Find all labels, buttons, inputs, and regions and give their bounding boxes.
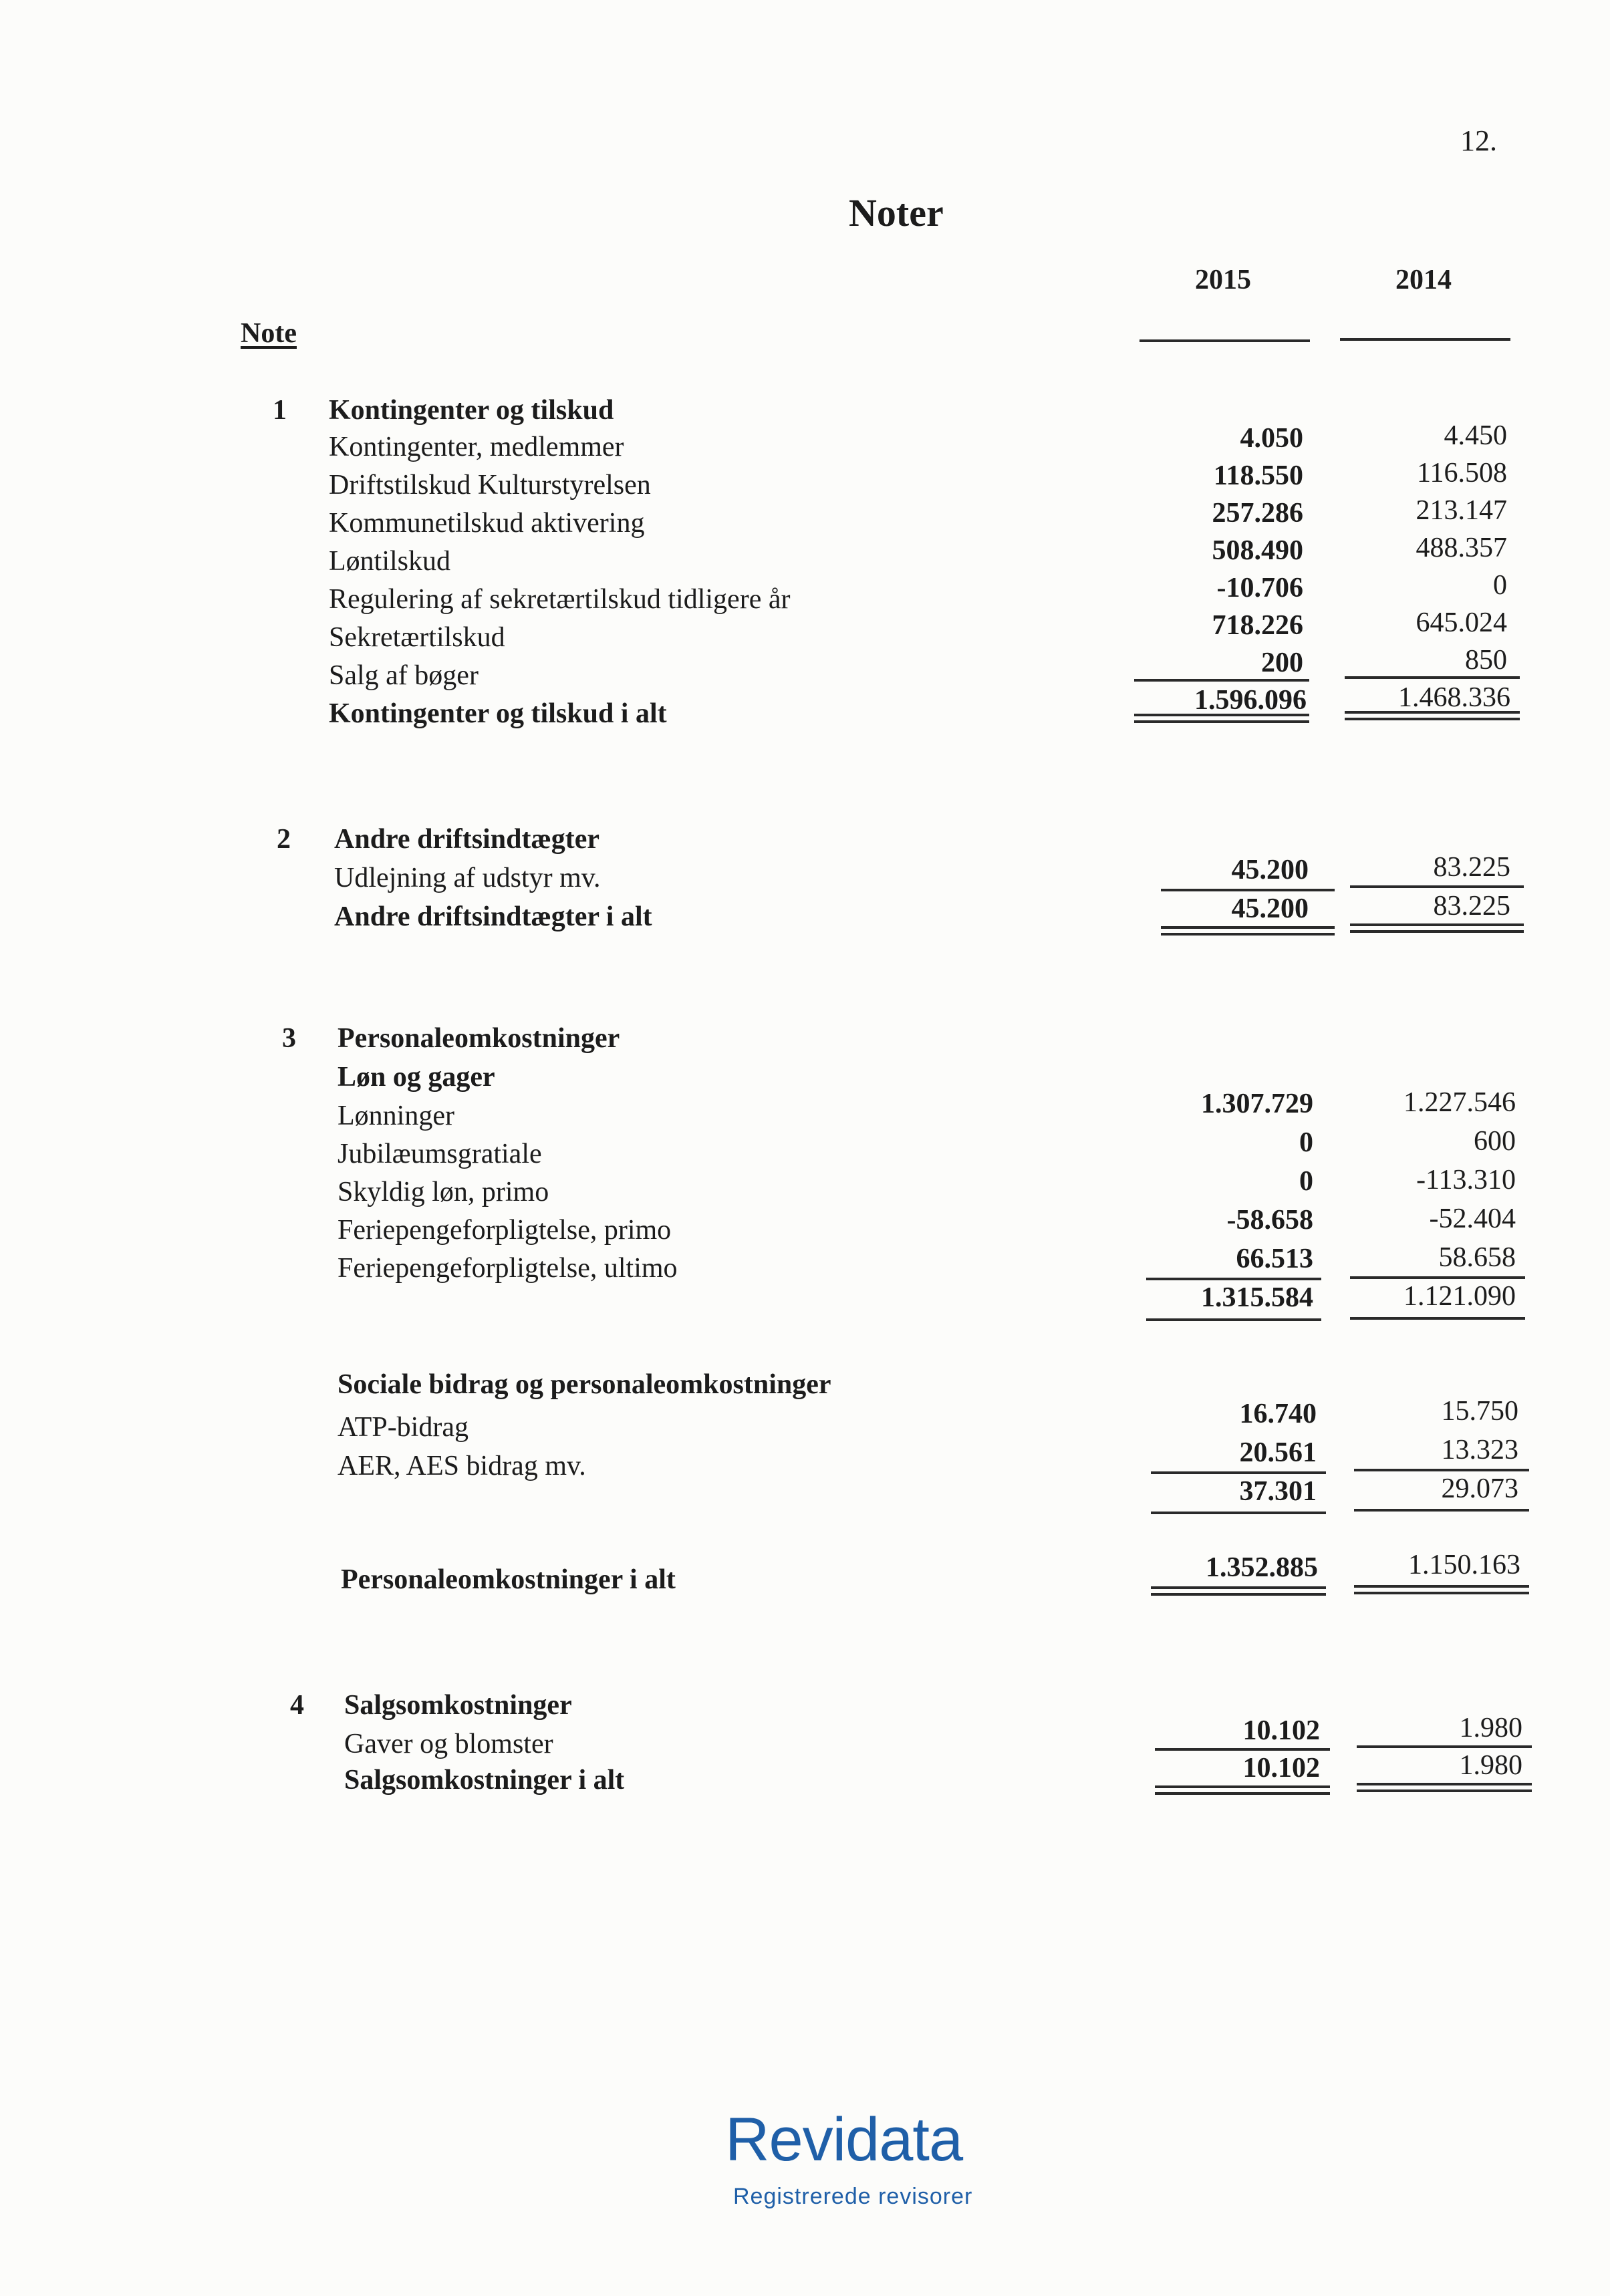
total-2014: 1.150.163 <box>1408 1550 1520 1580</box>
value-2014: 1.227.546 <box>1403 1087 1516 1118</box>
value-2015: 0 <box>1299 1127 1313 1158</box>
value-2014: 600 <box>1474 1126 1516 1157</box>
row-label: ATP-bidrag <box>338 1412 468 1443</box>
total-label: Personaleomkostninger i alt <box>341 1564 676 1595</box>
row-label: Kontingenter, medlemmer <box>329 432 624 462</box>
total-double-rule <box>1151 1586 1326 1596</box>
note-number: 2 <box>277 824 291 855</box>
subtotal-rule <box>1354 1469 1529 1471</box>
row-label: Kommunetilskud aktivering <box>329 508 645 539</box>
value-2014: 850 <box>1465 645 1507 676</box>
note-number: 1 <box>273 395 287 426</box>
subtotal-bottom-rule <box>1350 1317 1525 1320</box>
subtotal-bottom-rule <box>1146 1318 1321 1321</box>
subtotal-2014: 29.073 <box>1441 1473 1518 1504</box>
total-2014: 1.980 <box>1459 1750 1522 1781</box>
subsection-heading: Sociale bidrag og personaleomkostninger <box>338 1369 831 1400</box>
total-double-rule <box>1134 714 1309 723</box>
row-label: Jubilæumsgratiale <box>338 1139 542 1169</box>
value-2015: 0 <box>1299 1166 1313 1197</box>
total-2015: 1.352.885 <box>1206 1552 1318 1583</box>
row-label: Driftstilskud Kulturstyrelsen <box>329 470 651 500</box>
value-2014: -52.404 <box>1429 1203 1516 1234</box>
row-label: Skyldig løn, primo <box>338 1177 549 1207</box>
row-label: Sekretærtilskud <box>329 622 505 653</box>
value-2015: 200 <box>1261 648 1303 678</box>
row-label: Gaver og blomster <box>344 1729 553 1759</box>
subtotal-rule <box>1357 1745 1532 1748</box>
subtotal-bottom-rule <box>1151 1512 1326 1514</box>
value-2014: 116.508 <box>1417 458 1507 488</box>
total-label: Andre driftsindtægter i alt <box>334 901 652 932</box>
row-label: Regulering af sekretærtilskud tidligere år <box>329 584 791 615</box>
value-2015: 118.550 <box>1213 460 1303 491</box>
value-2014: 645.024 <box>1416 607 1507 638</box>
subtotal-rule <box>1151 1471 1326 1474</box>
column-header-rule-2014 <box>1340 338 1510 341</box>
note-number: 3 <box>282 1023 296 1054</box>
value-2015: 4.050 <box>1240 423 1303 454</box>
total-2015: 45.200 <box>1231 893 1309 924</box>
row-label: Feriepengeforpligtelse, ultimo <box>338 1253 678 1284</box>
subtotal-rule <box>1345 676 1520 679</box>
total-label: Salgsomkostninger i alt <box>344 1765 625 1796</box>
total-2015: 1.596.096 <box>1194 685 1307 716</box>
value-2015: 16.740 <box>1239 1399 1317 1429</box>
total-double-rule <box>1350 923 1524 933</box>
value-2014: 488.357 <box>1416 533 1507 563</box>
value-2014: 213.147 <box>1416 495 1507 526</box>
value-2015: 1.307.729 <box>1201 1089 1313 1119</box>
total-2014: 83.225 <box>1433 891 1510 921</box>
value-2015: 508.490 <box>1212 535 1303 566</box>
value-2015: 257.286 <box>1212 498 1303 529</box>
value-2015: 45.200 <box>1231 855 1309 885</box>
subtotal-rule <box>1155 1748 1330 1751</box>
value-2015: -58.658 <box>1226 1205 1313 1236</box>
value-2014: 0 <box>1493 570 1507 601</box>
row-label: Udlejning af udstyr mv. <box>334 863 601 893</box>
value-2015: 718.226 <box>1212 610 1303 641</box>
subtotal-rule <box>1350 885 1524 888</box>
subtotal-rule <box>1350 1276 1525 1279</box>
subtotal-2015: 37.301 <box>1239 1476 1317 1507</box>
subsection-heading: Løn og gager <box>338 1062 495 1093</box>
value-2014: 4.450 <box>1444 420 1507 451</box>
row-label: Feriepengeforpligtelse, primo <box>338 1215 672 1246</box>
note-heading: Salgsomkostninger <box>344 1690 572 1721</box>
note-number: 4 <box>290 1690 304 1721</box>
subtotal-bottom-rule <box>1354 1509 1529 1512</box>
note-heading: Personaleomkostninger <box>338 1023 620 1054</box>
value-2014: 1.980 <box>1459 1713 1522 1743</box>
total-label: Kontingenter og tilskud i alt <box>329 698 667 729</box>
row-label: Lønninger <box>338 1101 454 1131</box>
row-label: AER, AES bidrag mv. <box>338 1451 586 1481</box>
value-2015: 20.561 <box>1239 1437 1317 1468</box>
value-2015: 66.513 <box>1236 1244 1313 1274</box>
subtotal-2015: 1.315.584 <box>1201 1282 1313 1313</box>
total-double-rule <box>1357 1783 1532 1792</box>
total-2015: 10.102 <box>1242 1753 1320 1783</box>
subtotal-2014: 1.121.090 <box>1403 1281 1516 1312</box>
subtotal-rule <box>1161 889 1335 891</box>
note-heading: Kontingenter og tilskud <box>329 395 614 426</box>
row-label: Løntilskud <box>329 546 451 577</box>
note-heading: Andre driftsindtægter <box>334 824 600 855</box>
subtotal-rule <box>1146 1278 1321 1280</box>
total-2014: 1.468.336 <box>1398 682 1510 713</box>
column-header-rule-2015 <box>1139 339 1310 342</box>
page-title: Noter <box>849 191 944 235</box>
page-number: 12. <box>1460 124 1497 157</box>
value-2015: -10.706 <box>1216 573 1303 603</box>
note-column-header: Note <box>241 318 297 349</box>
value-2015: 10.102 <box>1242 1715 1320 1746</box>
value-2014: 15.750 <box>1441 1396 1518 1427</box>
subtotal-rule <box>1134 679 1309 682</box>
total-double-rule <box>1345 711 1520 720</box>
logo-tagline: Registrerede revisorer <box>733 2184 973 2209</box>
value-2014: 83.225 <box>1433 852 1510 883</box>
value-2014: 58.658 <box>1438 1242 1516 1273</box>
column-header-2015: 2015 <box>1195 265 1251 295</box>
total-double-rule <box>1161 926 1335 936</box>
total-double-rule <box>1155 1785 1330 1795</box>
column-header-2014: 2014 <box>1395 265 1452 295</box>
value-2014: 13.323 <box>1441 1435 1518 1465</box>
row-label: Salg af bøger <box>329 660 479 691</box>
total-double-rule <box>1354 1585 1529 1594</box>
logo-wordmark: Revidata <box>725 2106 963 2174</box>
value-2014: -113.310 <box>1416 1165 1516 1195</box>
